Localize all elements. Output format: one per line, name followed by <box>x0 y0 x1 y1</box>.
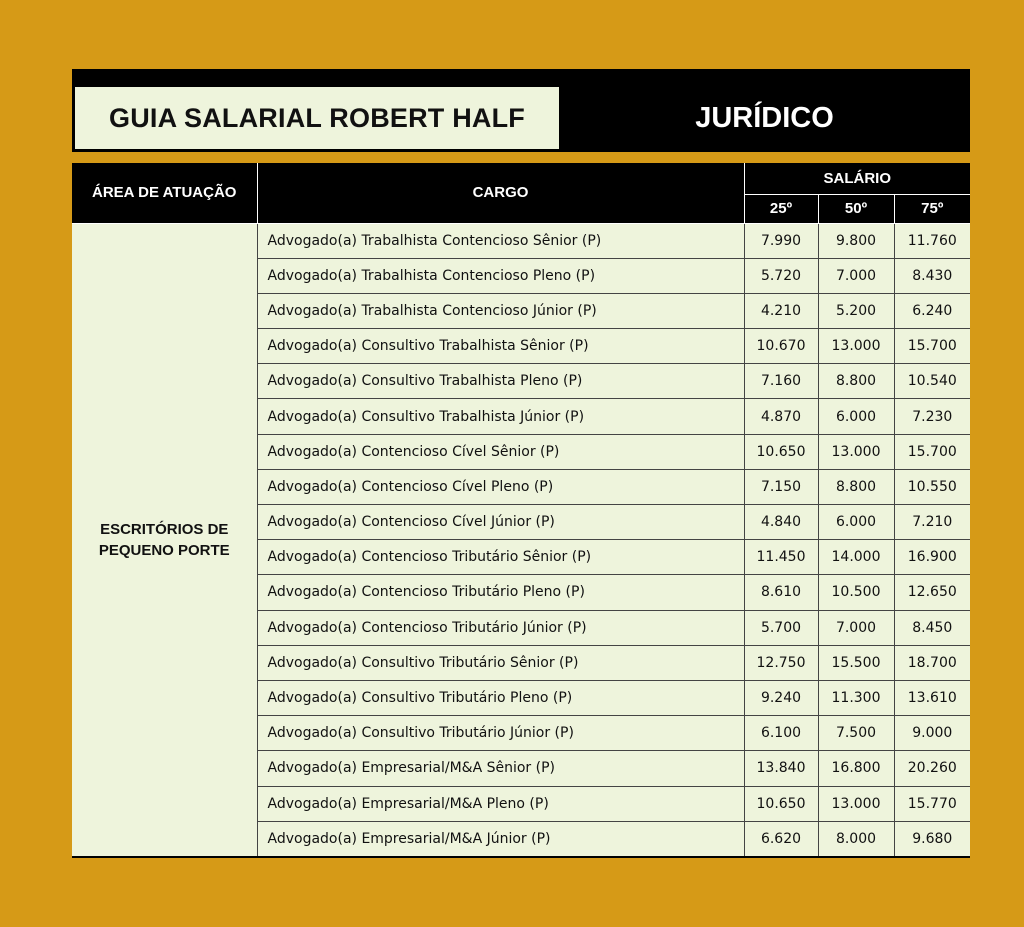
salary-p75-cell: 15.770 <box>894 786 970 821</box>
cargo-cell: Advogado(a) Consultivo Tributário Júnior (P) <box>257 716 744 751</box>
header-bar <box>72 69 970 152</box>
salary-p25-cell: 10.650 <box>744 434 818 469</box>
cargo-cell: Advogado(a) Consultivo Trabalhista Júnior (P) <box>257 399 744 434</box>
salary-p50-cell: 8.800 <box>818 364 894 399</box>
cargo-cell: Advogado(a) Empresarial/M&A Júnior (P) <box>257 821 744 856</box>
salary-p50-cell: 6.000 <box>818 399 894 434</box>
salary-p75-cell: 10.550 <box>894 469 970 504</box>
salary-p25-cell: 13.840 <box>744 751 818 786</box>
salary-p75-cell: 15.700 <box>894 329 970 364</box>
cargo-cell: Advogado(a) Contencioso Tributário Júnior (P) <box>257 610 744 645</box>
header-p25: 25º <box>744 194 818 223</box>
salary-p75-cell: 8.430 <box>894 258 970 293</box>
salary-p25-cell: 7.150 <box>744 469 818 504</box>
salary-p50-cell: 16.800 <box>818 751 894 786</box>
salary-p75-cell: 18.700 <box>894 645 970 680</box>
area-label-line2: PEQUENO PORTE <box>98 541 230 559</box>
salary-p25-cell: 12.750 <box>744 645 818 680</box>
area-label-line1: ESCRITÓRIOS DE <box>100 520 229 538</box>
salary-p50-cell: 8.800 <box>818 469 894 504</box>
salary-p75-cell: 7.230 <box>894 399 970 434</box>
salary-p25-cell: 4.840 <box>744 505 818 540</box>
salary-p75-cell: 20.260 <box>894 751 970 786</box>
header-p75: 75º <box>894 194 970 223</box>
salary-p50-cell: 13.000 <box>818 329 894 364</box>
salary-p25-cell: 7.160 <box>744 364 818 399</box>
salary-p50-cell: 7.000 <box>818 258 894 293</box>
salary-p50-cell: 15.500 <box>818 645 894 680</box>
salary-p75-cell: 6.240 <box>894 293 970 328</box>
salary-p75-cell: 9.000 <box>894 716 970 751</box>
salary-p25-cell: 5.720 <box>744 258 818 293</box>
salary-p25-cell: 10.650 <box>744 786 818 821</box>
salary-p75-cell: 10.540 <box>894 364 970 399</box>
salary-p25-cell: 11.450 <box>744 540 818 575</box>
cargo-cell: Advogado(a) Consultivo Tributário Sênior (P) <box>257 645 744 680</box>
cargo-cell: Advogado(a) Contencioso Tributário Pleno (P) <box>257 575 744 610</box>
salary-p50-cell: 6.000 <box>818 505 894 540</box>
header-p50: 50º <box>818 194 894 223</box>
header-area: ÁREA DE ATUAÇÃO <box>72 163 257 223</box>
salary-p75-cell: 16.900 <box>894 540 970 575</box>
salary-table-body <box>72 223 970 856</box>
cargo-cell: Advogado(a) Trabalhista Contencioso Júnior (P) <box>257 293 744 328</box>
salary-p25-cell: 6.620 <box>744 821 818 856</box>
cargo-cell: Advogado(a) Contencioso Tributário Sênior (P) <box>257 540 744 575</box>
salary-p75-cell: 15.700 <box>894 434 970 469</box>
table-row <box>72 223 970 258</box>
salary-p75-cell: 12.650 <box>894 575 970 610</box>
section-title: JURÍDICO <box>695 101 834 134</box>
header-salario: SALÁRIO <box>744 163 970 194</box>
salary-table <box>72 163 970 856</box>
salary-p25-cell: 7.990 <box>744 223 818 258</box>
salary-p75-cell: 11.760 <box>894 223 970 258</box>
salary-p50-cell: 8.000 <box>818 821 894 856</box>
guide-title: GUIA SALARIAL ROBERT HALF <box>75 87 559 149</box>
salary-p25-cell: 5.700 <box>744 610 818 645</box>
salary-p25-cell: 6.100 <box>744 716 818 751</box>
salary-table-wrapper <box>72 163 970 858</box>
cargo-cell: Advogado(a) Contencioso Cível Sênior (P) <box>257 434 744 469</box>
salary-p50-cell: 7.500 <box>818 716 894 751</box>
cargo-cell: Advogado(a) Trabalhista Contencioso Sênior (P) <box>257 223 744 258</box>
salary-p25-cell: 10.670 <box>744 329 818 364</box>
cargo-cell: Advogado(a) Consultivo Tributário Pleno (P) <box>257 680 744 715</box>
salary-p50-cell: 10.500 <box>818 575 894 610</box>
cargo-cell: Advogado(a) Trabalhista Contencioso Pleno (P) <box>257 258 744 293</box>
salary-p50-cell: 14.000 <box>818 540 894 575</box>
salary-p25-cell: 4.870 <box>744 399 818 434</box>
salary-p75-cell: 9.680 <box>894 821 970 856</box>
cargo-cell: Advogado(a) Consultivo Trabalhista Sênior (P) <box>257 329 744 364</box>
cargo-cell: Advogado(a) Consultivo Trabalhista Pleno (P) <box>257 364 744 399</box>
cargo-cell: Advogado(a) Empresarial/M&A Sênior (P) <box>257 751 744 786</box>
salary-p50-cell: 7.000 <box>818 610 894 645</box>
salary-p75-cell: 8.450 <box>894 610 970 645</box>
salary-p75-cell: 7.210 <box>894 505 970 540</box>
cargo-cell: Advogado(a) Empresarial/M&A Pleno (P) <box>257 786 744 821</box>
salary-p50-cell: 13.000 <box>818 434 894 469</box>
salary-p25-cell: 4.210 <box>744 293 818 328</box>
salary-p75-cell: 13.610 <box>894 680 970 715</box>
salary-p50-cell: 9.800 <box>818 223 894 258</box>
salary-p50-cell: 5.200 <box>818 293 894 328</box>
salary-p25-cell: 8.610 <box>744 575 818 610</box>
salary-p50-cell: 13.000 <box>818 786 894 821</box>
header-cargo: CARGO <box>257 163 744 223</box>
area-cell <box>72 223 257 856</box>
salary-p25-cell: 9.240 <box>744 680 818 715</box>
cargo-cell: Advogado(a) Contencioso Cível Júnior (P) <box>257 505 744 540</box>
cargo-cell: Advogado(a) Contencioso Cível Pleno (P) <box>257 469 744 504</box>
salary-p50-cell: 11.300 <box>818 680 894 715</box>
